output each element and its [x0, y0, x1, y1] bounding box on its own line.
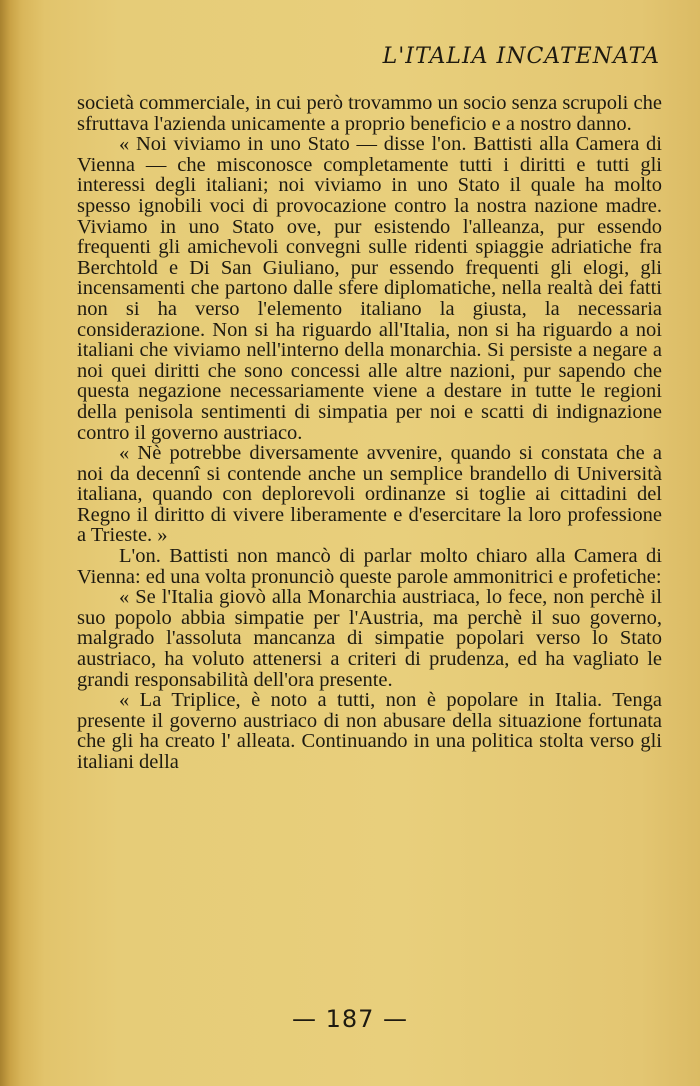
- paragraph: « La Triplice, è noto a tutti, non è popolare in Italia. Tenga presente il governo austriaco di non abusare della situazione fortunata che gli ha creato l' alleata. Continuando in una politica stolta verso gli italiani della: [77, 689, 662, 773]
- paragraph: « Noi viviamo in uno Stato — disse l'on. Battisti alla Camera di Vienna — che misconosce completamente tutti i diritti e tutti gli interessi degli italiani; noi viviamo in uno Stato il quale ha molto spesso ignobili voci di provocazione contro la nostra nazione madre. Viviamo in uno Stato ove, pur esistendo l'alleanza, pur essendo frequenti gli amichevoli convegni sulle ridenti spiaggie adriatiche fra Berchtold e Di San Giuliano, pur essendo frequenti gli elogi, gli incensamenti che partono dalle sfere diplomatiche, nella realtà dei fatti non si ha verso l'elemento italiano la giusta, la necessaria considerazione. Non si ha riguardo all'Italia, non si ha riguardo a noi italiani che viviamo nell'interno della monarchia. Si persiste a negare a noi quei diritti che sono concessi alle altre nazioni, pur sapendo che questa negazione necessariamente viene a destare in tutte le regioni della penisola sentimenti di simpatia per noi e scatti di indignazione contro il governo austriaco.: [77, 133, 662, 444]
- paragraph: « Nè potrebbe diversamente avvenire, quando si constata che a noi da decennî si contende anche un semplice brandello di Università italiana, quando con deplorevoli ordinanze si toglie ai cittadini del Regno il diritto di vivere liberamente e d'esercitare la loro professione a Trieste. »: [77, 442, 662, 547]
- paragraph: « Se l'Italia giovò alla Monarchia austriaca, lo fece, non perchè il suo popolo abbia simpatie per l'Austria, ma perchè il suo governo, malgrado l'assoluta mancanza di simpatie popolari verso lo Stato austriaco, ha voluto attenersi a criteri di prudenza, ed ha vagliato le grandi responsabilità dell'ora presente.: [77, 586, 662, 691]
- body-text: [77, 93, 662, 773]
- page-number: — 187 —: [291, 1005, 409, 1033]
- running-head: L'ITALIA INCATENATA: [382, 44, 660, 69]
- paragraph: società commerciale, in cui però trovammo un socio senza scrupoli che sfruttava l'azienda unicamente a proprio beneficio e a nostro danno.: [77, 92, 662, 135]
- paragraph: L'on. Battisti non mancò di parlar molto chiaro alla Camera di Vienna: ed una volta pronunciò queste parole ammonitrici e profetiche:: [77, 545, 662, 588]
